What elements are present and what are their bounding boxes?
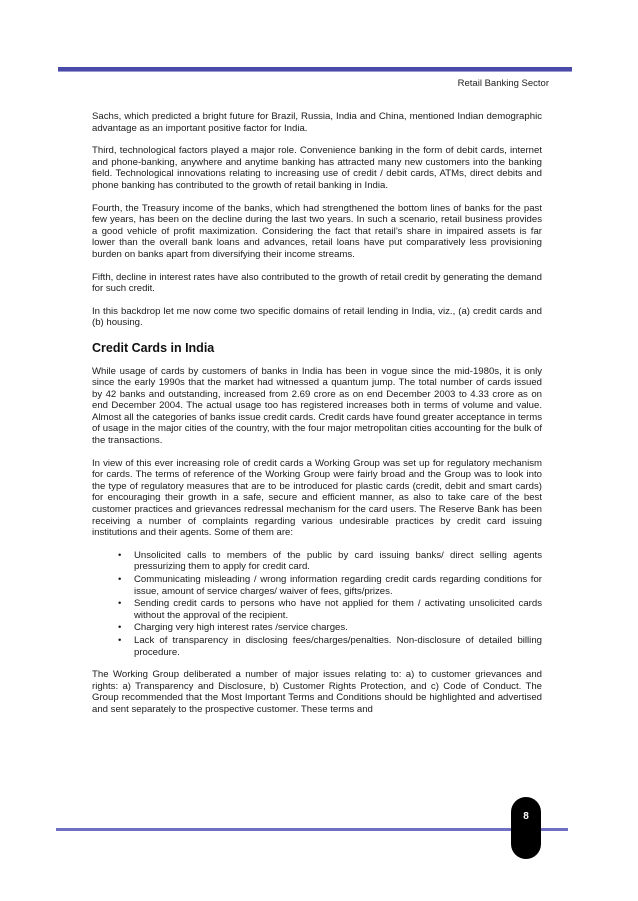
- list-item: [118, 622, 542, 634]
- bullet-icon: •: [118, 574, 122, 585]
- body-paragraph: Fifth, decline in interest rates have also contributed to the growth of retail credit by generating the demand for such credit.: [92, 271, 542, 295]
- list-item: [118, 598, 542, 621]
- footer-rule: [56, 828, 568, 831]
- list-item-text: Charging very high interest rates /service charges.: [134, 622, 348, 634]
- body-paragraph: The Working Group deliberated a number of major issues relating to: a) to customer grievances and rights: a) Transparency and Disclosure, b) Customer Rights Protection, and c) Code of Conduct. The Group recommended that the Most Important Terms and Conditions should be highlighted and advertised and sent separately to the prospective customer. These terms and: [92, 669, 542, 715]
- list-item: [118, 635, 542, 658]
- page-number-tab: [511, 797, 541, 859]
- list-item-text: Unsolicited calls to members of the public by card issuing banks/ direct selling agents pressurizing them to apply for credit card.: [134, 549, 542, 573]
- body-paragraph: In this backdrop let me now come two specific domains of retail lending in India, viz., (a) credit cards and (b) housing.: [92, 305, 542, 329]
- section-heading: Credit Cards in India: [92, 340, 215, 355]
- page-number: 8: [523, 811, 529, 822]
- body-paragraph: Fourth, the Treasury income of the banks, which had strengthened the bottom lines of banks for the past few years, has been on the decline during the last two years. In such a scenario, retail business provides a good vehicle of profit maximization. Considering the fact that retail’s share in impaired assets is far lower than the overall bank loans and advances, retail loans have put comparatively less provisioning burden on banks apart from diversifying their income streams.: [92, 202, 542, 260]
- list-item-text: Sending credit cards to persons who have not applied for them / activating unsolicited cards without the approval of the recipient.: [134, 598, 542, 621]
- page-body: [92, 111, 542, 727]
- body-paragraph: In view of this ever increasing role of credit cards a Working Group was set up for regulatory mechanism for cards. The terms of reference of the Working Group were fairly broad and the Group was to look into the type of regulatory measures that are to be introduced for plastic cards (credit, debit and smart cards) for encouraging their growth in a safe, secure and efficient manner, as also to take care of the best customer practices and grievances redressal mechanism for the card users. The Reserve Bank has been receiving a number of complaints regarding various undesirable practices by credit card issuing institutions and their agents. Some of them are:: [92, 457, 542, 539]
- body-paragraph: Third, technological factors played a major role. Convenience banking in the form of debit cards, internet and phone-banking, anywhere and anytime banking has attracted many new customers into the banking field. Technological innovations relating to increasing use of credit / debit cards, ATMs, direct debits and phone banking has contributed to the growth of retail banking in India.: [92, 145, 542, 191]
- bullet-icon: •: [118, 622, 122, 634]
- list-item-text: Lack of transparency in disclosing fees/charges/penalties. Non-disclosure of detailed billing procedure.: [134, 634, 542, 658]
- bullet-icon: •: [118, 598, 122, 610]
- bullet-icon: •: [118, 549, 122, 561]
- bullet-icon: •: [118, 634, 122, 646]
- list-item: [118, 550, 542, 573]
- complaint-list: [92, 550, 542, 658]
- running-header: Retail Banking Sector: [457, 78, 549, 89]
- header-rule-shadow: [58, 71, 572, 72]
- body-paragraph: Sachs, which predicted a bright future for Brazil, Russia, India and China, mentioned Indian demographic advantage as an important positive factor for India.: [92, 111, 542, 134]
- list-item-text: Communicating misleading / wrong information regarding credit cards regarding conditions for issue, amount of service charges/ waiver of fees, gifts/prizes.: [134, 574, 542, 597]
- list-item: [118, 574, 542, 597]
- body-paragraph: While usage of cards by customers of banks in India has been in vogue since the mid-1980s, it is only since the early 1990s that the market had witnessed a quantum jump. The total number of cards issued by 42 banks and outstanding, increased from 2.69 crore as on end December 2003 to 4.33 crore as on end December 2004. The actual usage too has registered increases both in terms of volume and value. Almost all the categories of banks issue credit cards. Credit cards have found greater acceptance in terms of usage in the major cities of the country, with the four major metropolitan cities accounting for the bulk of the transactions.: [92, 365, 542, 447]
